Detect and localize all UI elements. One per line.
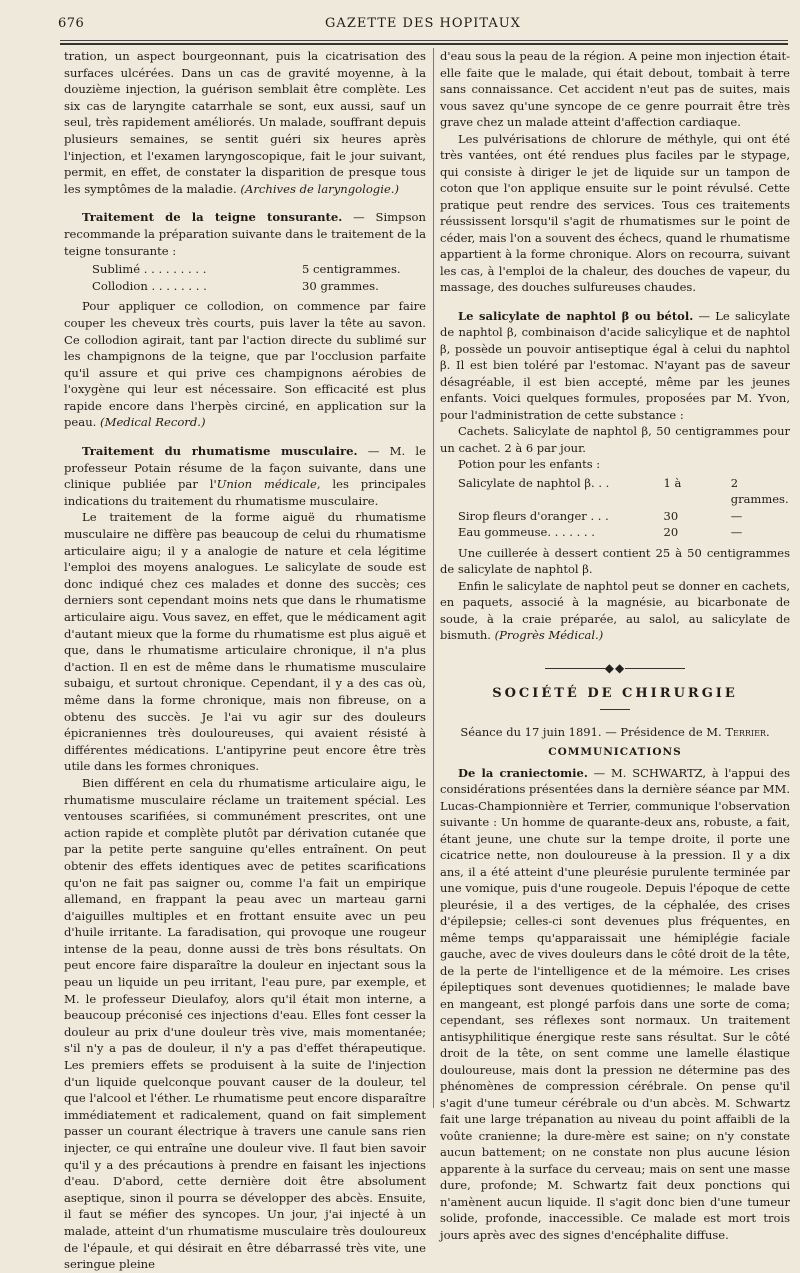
recipe-potion xyxy=(458,475,790,541)
author-name: — M. SCHWARTZ, xyxy=(587,765,707,780)
ingredient-qty: 30 xyxy=(663,508,679,523)
column-divider xyxy=(433,48,434,1108)
section-heading: De la craniectomie. xyxy=(458,765,588,780)
section-betol xyxy=(440,308,790,424)
paragraph-collodion xyxy=(64,298,426,431)
journal-title: GAZETTE DES HOPITAUX xyxy=(325,16,521,31)
ingredient-qty: 30 grammes. xyxy=(302,278,379,293)
section-intro: — M. le professeur Potain résume de la façon suivante, dans une clinique publiée par l' xyxy=(64,444,426,492)
section-craniectomie xyxy=(440,765,790,1244)
recipe-row xyxy=(458,508,790,525)
recipe-row xyxy=(92,261,426,278)
ingredient-unit: — xyxy=(730,508,743,523)
section-ornament: ◆◆ xyxy=(440,660,790,677)
recipe-row xyxy=(458,524,790,541)
title-rule xyxy=(600,709,630,710)
ingredient-name: Sublimé . . . . . . . . . xyxy=(92,262,207,277)
seance-text: Séance du 17 juin 1891. — Présidence de M. xyxy=(460,724,726,739)
paragraph-cachets: Cachets. Salicylate de naphtol β, 50 centigrammes pour un cachet. 2 à 6 par jour. xyxy=(440,424,790,455)
communications-heading: COMMUNICATIONS xyxy=(548,746,682,758)
header-rule-thick xyxy=(60,43,788,45)
journal-citation: Union médicale xyxy=(216,477,317,492)
paragraph-syncope: d'eau sous la peau de la région. A peine mon injection était-elle faite que le malade, qui était debout, tombait à terre sans connaissance. Cet accident n'eut pas de suites, mais vous savez qu'une syncope de ce genre pourrait être très grave chez un malade atteint d'affection cardiaque. xyxy=(440,49,790,129)
section-rhumatisme xyxy=(64,443,426,509)
paragraph-text: à l'appui des considérations présentées dans la dernière séance par MM. Lucas-Championnière et Terrier, communique l'observation suivante : Un homme de quarante-deux ans, robuste, a fait, étant jeune, une chute sur la tempe droite, il porte une cicatrice nette, non douloureuse à la pression. Il y a dix ans, il a été atteint d'une pleurésie purulente terminée par une vomique, puis d'une rougeole. Depuis l'époque de cette pleurésie, il a des vertiges, de la céphalée, des crises d'épilepsie; celles-ci sont devenues plus fréquentes, en même temps qu'apparaissait une hémiplégie faciale gauche, avec de vives douleurs dans le côté droit de la tête, de la perte de l'intelligence et de la mémoire. Les crises épileptiques sont devenues quotidiennes; le malade bave en mangeant, est plongé parfois dans une sorte de coma; cependant, ses réflexes sont normaux. Un traitement antisyphilitique énergique reste sans résultat. Sur le côté droit de la tête, on sent comme une lamelle élastique douloureuse, mais dont la pression ne détermine pas des phénomènes de compression cérébrale. On pense qu'il s'agit d'une tumeur cérébrale ou d'un abcès. M. Schwartz fait une large trépanation au niveau du point affaibli de la voûte cranienne; la dure-mère est saine; on n'y constate aucun battement; on ne constate non plus aucune lésion apparente à la surface du cerveau; mais on sent une masse dure, profonde; M. Schwartz fait deux ponctions qui n'amènent aucun liquide. Il s'agit donc bien d'une tumeur solide, profonde, inaccessible. Ce malade est mort trois jours après avec des signes d'encéphalite diffuse. xyxy=(440,765,790,1242)
ingredient-qty: 5 centigrammes. xyxy=(302,262,401,277)
recipe-row xyxy=(458,475,790,508)
ingredient-unit: 2 grammes. xyxy=(730,475,789,506)
section-intro-end: , les principales indications du traitement du rhumatisme musculaire. xyxy=(64,477,426,508)
ingredient-qty: 1 à xyxy=(663,475,682,490)
recipe-teigne xyxy=(92,261,426,294)
ingredient-qty: 20 xyxy=(663,525,679,539)
ingredient-name: Sirop fleurs d'oranger . . . xyxy=(458,508,609,523)
page-header xyxy=(58,16,788,36)
section-intro: — Le salicylate de naphtol β, combinaison d'acide salicylique et de naphtol β, possède un pouvoir antiseptique égal à celui du naphtol β. Il est bien toléré par l'estomac. N'ayant pas de saveur désagréable, il est bien accepté, même par les jeunes enfants. Voici quelques formules, proposées par M. Yvon, pour l'administration de cette substance : xyxy=(440,308,791,422)
ingredient-name: Eau gommeuse. . . . . . . xyxy=(458,525,595,539)
section-heading: Traitement du rhumatisme musculaire. xyxy=(82,444,358,459)
source-citation: (Progrès Médical.) xyxy=(494,628,604,642)
paragraph-forme-aigue: Le traitement de la forme aiguë du rhumatisme musculaire ne diffère pas beaucoup de celui du rhumatisme articulaire aigu; il y a analogie de nature et cela légitime l'emploi des moyens analogues. Le salicylate de soude est donc indiqué chez ces malades et donne des succès; ces derniers sont cependant moins nets que dans le rhumatisme articulaire aigu. Vous savez, en effet, que le médicament agit d'autant mieux que la forme du rhumatisme est plus aiguë et que, dans le rhumatisme articulaire chronique, il n'a plus d'action. Il en est de même dans le rhumatisme musculaire subaigu, et surtout chronique. Cependant, il y a des cas où, même dans la forme chronique, mais non fibreuse, on a obtenu des succès. Je l'ai vu agir sur des douleurs épicraniennes très douloureuses, qui avaient résisté à différentes médications. L'antipyrine peut encore être très utile dans les formes chroniques. xyxy=(64,510,426,774)
paragraph-text: Enfin le salicylate de naphtol peut se donner en cachets, en paquets, associé à la magnésie, au bicarbonate de soude, à la craie préparée, au salol, au salicylate de bismuth. xyxy=(440,578,790,642)
section-heading: Le salicylate de naphtol β ou bétol. xyxy=(458,308,694,323)
ingredient-name: Salicylate de naphtol β. . . xyxy=(458,475,610,490)
paragraph-enfin xyxy=(440,578,790,644)
society-title: SOCIÉTÉ DE CHIRURGIE xyxy=(492,686,738,701)
president-name: Terrier xyxy=(725,724,766,739)
header-rule xyxy=(60,40,788,41)
left-column xyxy=(64,48,426,1273)
paragraph-laryngite xyxy=(64,48,426,197)
paragraph-text: Pour appliquer ce collodion, on commence par faire couper les cheveux très courts, puis laver la tête au savon. Ce collodion agirait, tant par l'action directe du sublimé sur les champignons de la teigne, que par l'occlusion parfaite qu'il assure et qui prive ces champignons aérobies de l'oxygène qui leur est nécessaire. Son efficacité est plus rapide encore dans l'herpès circiné, en application sur la peau. xyxy=(64,299,426,430)
section-heading: Traitement de la teigne tonsurante. xyxy=(82,210,343,225)
paragraph-text: tration, un aspect bourgeonnant, puis la cicatrisation des surfaces ulcérées. Dans un cas de gravité moyenne, à la douzième injection, la guérison semblait être complète. Les six cas de laryngite catarrhale se sont, eux aussi, sauf un seul, très rapidement améliorés. Un malade, souffrant depuis plusieurs semaines, se sentit guéri six heures après l'injection, et l'examen laryngoscopique, fait le jour suivant, permit, en effet, de constater la disparition de presque tous les symptômes de la maladie. xyxy=(64,49,426,196)
ingredient-unit: — xyxy=(730,525,743,539)
paragraph-pulverisations: Les pulvérisations de chlorure de méthyle, qui ont été très vantées, ont été rendues plus faciles par le stypage, qui consiste à diriger le jet de liquide sur un tampon de coton que l'on applique ensuite sur le point révulsé. Cette pratique peut rendre des services. Tous ces traitements réussissent lorsqu'il s'agit de rhumatismes sur le point de céder, mais l'on a souvent des échecs, quand le rhumatisme appartient à la forme chronique. Alors on recourra, suivant les cas, à l'emploi de la chaleur, des douches de vapeur, du massage, des douches sulfureuses chaudes. xyxy=(440,131,790,294)
recipe-row xyxy=(92,278,426,295)
page-number: 676 xyxy=(58,16,85,31)
section-teigne xyxy=(64,209,426,259)
right-column xyxy=(440,48,790,1243)
section-intro: — Simpson recommande la préparation suivante dans le traitement de la teigne tonsurante : xyxy=(64,210,426,258)
ingredient-name: Collodion . . . . . . . . xyxy=(92,278,207,293)
paragraph-cuilleree: Une cuillerée à dessert contient 25 à 50 centigrammes de salicylate de naphtol β. xyxy=(440,545,790,576)
source-citation: (Medical Record.) xyxy=(100,415,206,430)
paragraph-potion: Potion pour les enfants : xyxy=(458,457,601,471)
seance-line: Séance du 17 juin 1891. — Présidence de M. Terrier. xyxy=(460,724,770,739)
paragraph-traitement-special: Bien différent en cela du rhumatisme articulaire aigu, le rhumatisme musculaire réclame un traitement spécial. Les ventouses scarifiées, si communément prescrites, ont une action rapide et complète plutôt par dérivation cutanée que par la petite perte sanguine qu'elles entraînent. On peut obtenir des effets identiques avec de petites scarifications qu'on ne fait pas saigner ou, comme l'a fait un empirique allemand, en frappant la peau avec un marteau garni d'aiguilles multiples et en frottant ensuite avec un peu d'huile irritante. La faradisation, qui provoque une rougeur intense de la peau, donne aussi de très bons résultats. On peut encore faire disparaître la douleur en injectant sous la peau un liquide un peu irritant, l'eau pure, par exemple, et M. le professeur Dieulafoy, alors qu'il était mon interne, a beaucoup préconisé ces injections d'eau. Elles font cesser la douleur au prix d'une douleur très vive, mais momentanée; s'il n'y a pas de douleur, il n'y a pas d'effet thérapeutique. Les premiers effets se produisent à la suite de l'injection d'un liquide quelconque pouvant causer de la douleur, tel que l'alcool et l'éther. Le rhumatisme peut encore disparaître immédiatement et radicalement, quand on fait simplement passer un courant électrique à travers une canule sans rien injecter, ce qui entraîne une douleur vive. Il faut bien savoir qu'il y a des précautions à prendre en faisant les injections d'eau. D'abord, cette dernière doit être absolument aseptique, sinon il pourra se développer des abcès. Ensuite, il faut se méfier des syncopes. Un jour, j'ai injecté à un malade, atteint d'un rhumatisme musculaire très douloureux de l'épaule, et qui désirait en être débarrassé très vite, une seringue pleine xyxy=(64,775,426,1272)
source-citation: (Archives de laryngologie.) xyxy=(240,181,400,196)
